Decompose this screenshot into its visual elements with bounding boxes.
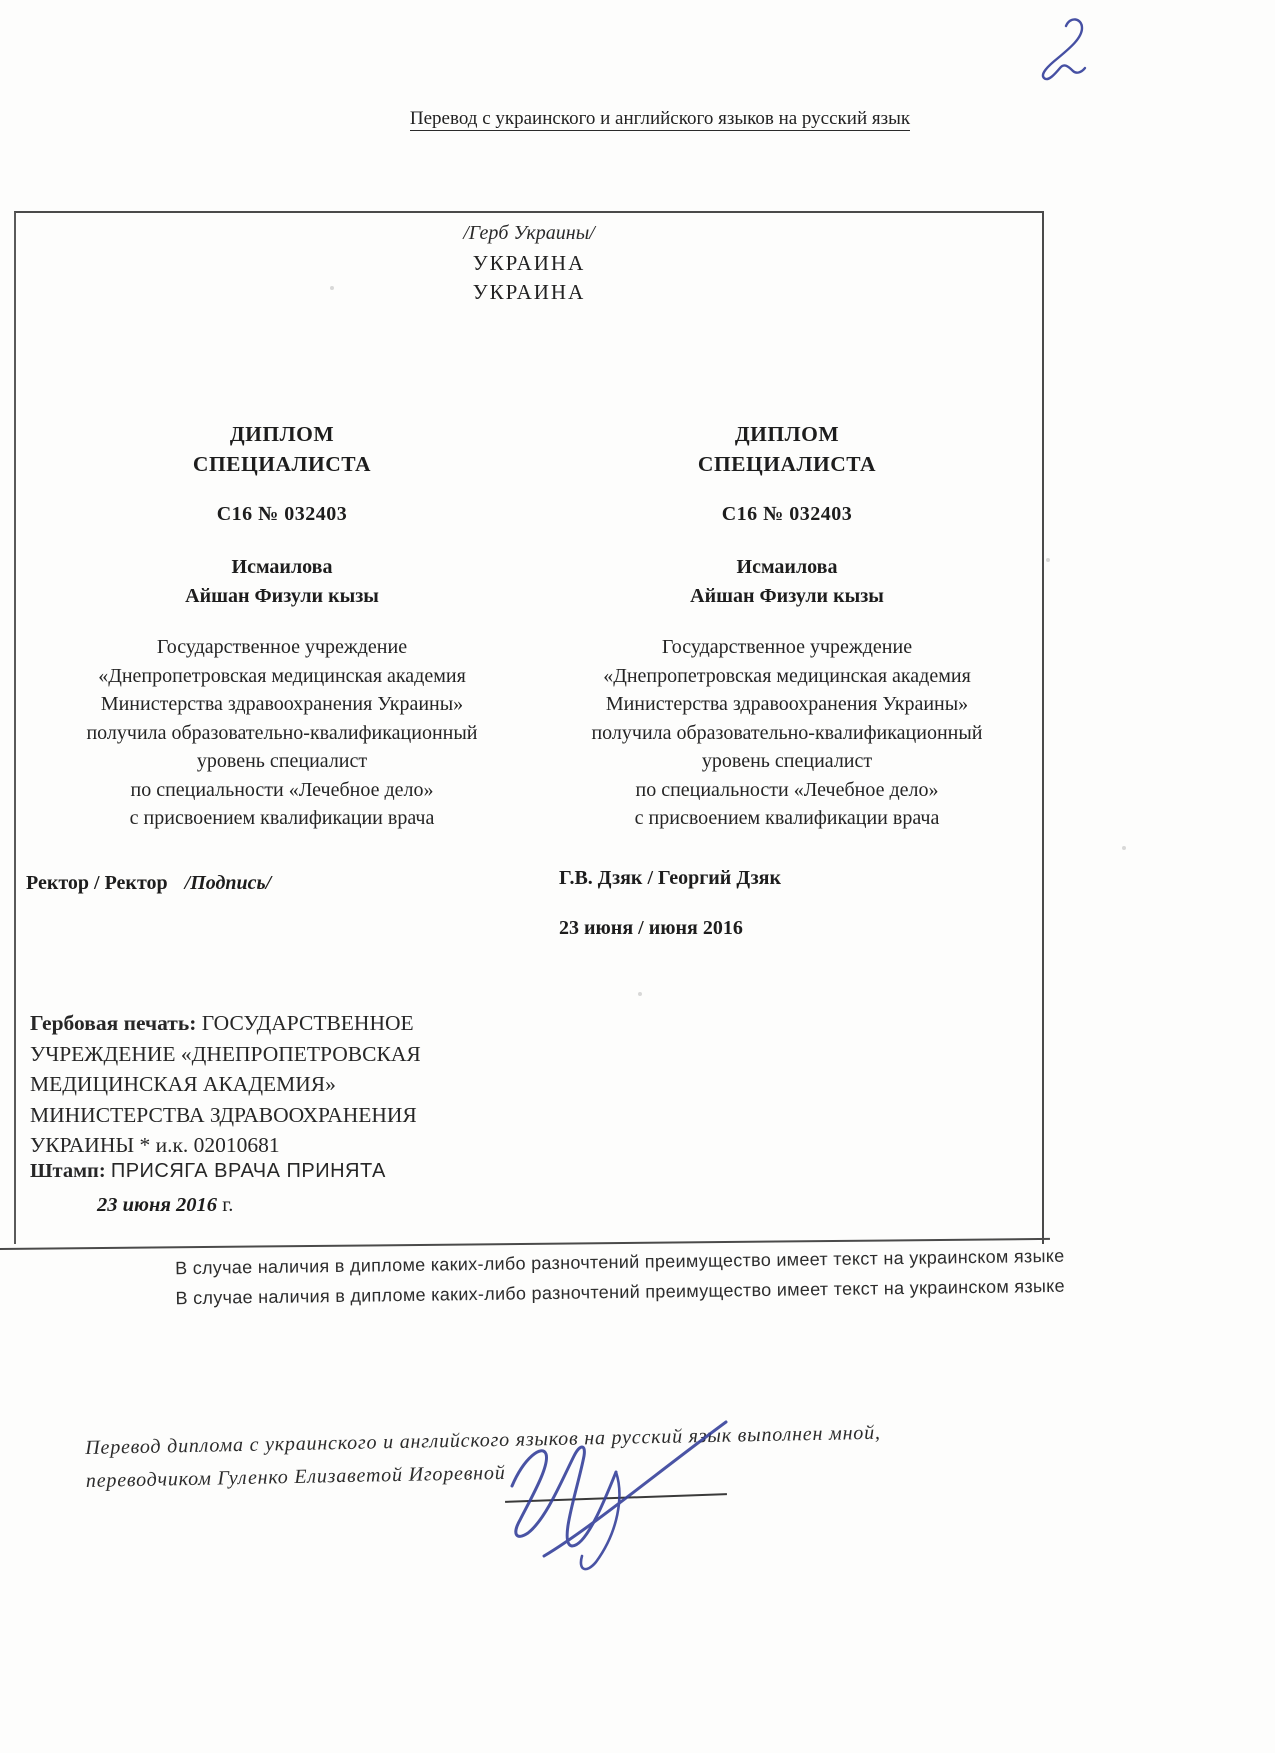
diploma-body-line: уровень специалист — [196, 750, 368, 772]
rector-name-line: Г.В. Дзяк / Георгий Дзяк — [559, 867, 781, 889]
diploma-serial-left: С16 № 032403 — [216, 503, 348, 525]
seal-annotation — [30, 1008, 500, 1161]
diploma-body-line: уровень специалист — [701, 750, 873, 772]
disclaimer-line: В случае наличия в дипломе каких-либо разночтений преимущество имеет текст на украинском языке — [175, 1275, 1066, 1309]
stamp-text: ПРИСЯГА ВРАЧА ПРИНЯТА — [110, 1160, 386, 1182]
stamp-date-line — [97, 1194, 233, 1217]
diploma-title-line: СПЕЦИАЛИСТА — [192, 452, 372, 476]
seal-line — [30, 1008, 500, 1039]
disclaimer-block — [55, 1239, 1186, 1315]
rector-signature-line — [26, 872, 271, 895]
diploma-body-line: «Днепропетровская медицинская академия — [98, 664, 466, 687]
rector-label: Ректор / Ректор — [26, 872, 168, 894]
coat-of-arms-note: /Герб Украины/ — [463, 222, 595, 244]
diploma-title-right — [527, 419, 1047, 479]
graduate-given-name: Айшан Физули кызы — [690, 585, 884, 607]
handwritten-page-number-ink — [1028, 10, 1090, 88]
seal-line: МИНИСТЕРСТВА ЗДРАВООХРАНЕНИЯ — [30, 1102, 417, 1127]
certificate-box — [14, 211, 1044, 1244]
diploma-body-line: по специальности «Лечебное дело» — [635, 778, 939, 801]
diploma-title-line: СПЕЦИАЛИСТА — [697, 452, 877, 476]
diploma-body-left — [22, 633, 542, 833]
diploma-title-left — [22, 419, 542, 479]
signature-placeholder-note: /Подпись/ — [184, 872, 272, 894]
diploma-body-line: получила образовательно-квалификационный — [591, 721, 983, 744]
translation-header-text: Перевод с украинского и английского языков на русский язык — [409, 108, 911, 129]
diploma-title-line: ДИПЛОМ — [229, 422, 335, 446]
stamp-date: 23 июня 2016 — [97, 1194, 218, 1216]
disclaimer-line: В случае наличия в дипломе каких-либо разночтений преимущество имеет текст на украинском языке — [174, 1245, 1065, 1279]
scan-speck — [638, 992, 642, 996]
scan-speck — [330, 286, 334, 290]
diploma-title-line: ДИПЛОМ — [734, 422, 840, 446]
country-name-line: УКРАИНА — [472, 280, 586, 304]
issue-date-line: 23 июня / июня 2016 — [559, 917, 743, 939]
diploma-body-right — [527, 633, 1047, 833]
seal-line: УКРАИНЫ * и.к. 02010681 — [30, 1133, 280, 1157]
seal-text: ГОСУДАРСТВЕННОЕ — [201, 1011, 414, 1035]
graduate-given-name: Айшан Физули кызы — [185, 585, 379, 607]
scan-speck — [1046, 558, 1050, 562]
stamp-annotation — [30, 1160, 386, 1183]
stamp-label: Штамп: — [30, 1160, 106, 1182]
scan-speck — [1122, 846, 1126, 850]
country-name-line: УКРАИНА — [472, 251, 586, 275]
translator-note-line: переводчиком Гуленко Елизаветой Игоревной — [85, 1461, 506, 1492]
diploma-body-line: Государственное учреждение — [661, 636, 913, 658]
seal-line: МЕДИЦИНСКАЯ АКАДЕМИЯ» — [30, 1072, 336, 1096]
graduate-surname: Исмаилова — [736, 556, 838, 578]
diploma-body-line: Государственное учреждение — [156, 636, 408, 658]
diploma-body-line: с присвоением квалификации врача — [634, 807, 940, 829]
graduate-name-left — [22, 553, 542, 611]
diploma-body-line: Министерства здравоохранения Украины» — [605, 693, 969, 715]
translator-signature-ink — [482, 1400, 752, 1580]
translation-header — [320, 108, 1000, 130]
diploma-body-line: получила образовательно-квалификационный — [86, 721, 478, 744]
diploma-body-line: Министерства здравоохранения Украины» — [100, 693, 464, 715]
seal-line: УЧРЕЖДЕНИЕ «ДНЕПРОПЕТРОВСКАЯ — [30, 1041, 421, 1066]
translator-note-line: Перевод диплома с украинского и английского языков на русский язык выполнен мной, — [85, 1421, 881, 1459]
diploma-serial-right: С16 № 032403 — [721, 503, 853, 525]
stamp-date-suffix: г. — [222, 1194, 234, 1216]
country-name-block — [16, 249, 1042, 307]
graduate-surname: Исмаилова — [231, 556, 333, 578]
diploma-body-line: «Днепропетровская медицинская академия — [603, 664, 971, 687]
seal-label: Гербовая печать: — [30, 1011, 197, 1035]
diploma-body-line: с присвоением квалификации врача — [129, 807, 435, 829]
graduate-name-right — [527, 553, 1047, 611]
diploma-body-line: по специальности «Лечебное дело» — [130, 778, 434, 801]
